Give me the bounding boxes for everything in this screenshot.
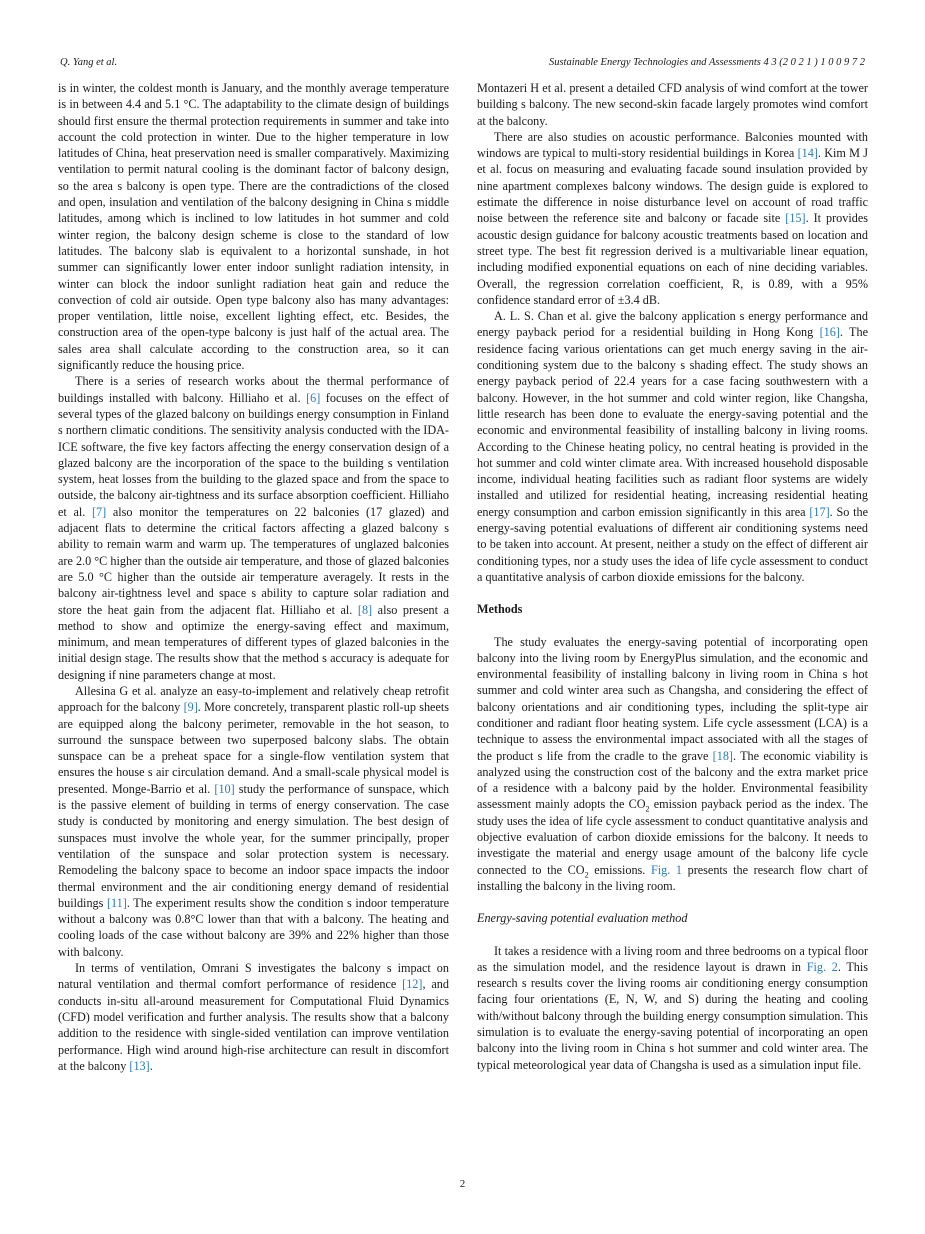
- left-column: [58, 80, 449, 1074]
- citation-link[interactable]: [12]: [402, 977, 423, 992]
- subscript: 2: [645, 804, 650, 814]
- right-column: [477, 80, 868, 1073]
- subscript: 2: [584, 870, 589, 880]
- page-number: 2: [459, 1178, 466, 1190]
- citation-link[interactable]: [9]: [183, 700, 198, 715]
- figure-link[interactable]: Fig. 1: [650, 862, 682, 877]
- citation-link[interactable]: [16]: [819, 325, 840, 340]
- citation-link[interactable]: [13]: [129, 1058, 150, 1073]
- paragraph: There is a series of research works about the thermal performance of buildings installed with balcony. Hilliaho et al. [6] focuses on the effect of several types of the glazed balcony on buildings energy consumption in Finland s northern climatic conditions. The sensitivity analysis conducted with the IDA-ICE software, the five key factors affecting the energy conservation design of a glazed balcony are the incorporation of the space to the building s ventilation system, heat losses from the building to the glazed space and from the space to outside, the balcony air-tightness and its surface absorption coefficient. Hilliaho et al. [7] also monitor the temperatures on 22 balconies (17 glazed) and adjacent flats to determine the critical factors affecting a glazed balcony s ability to remain warm and warm up. The temperatures of unglazed balconies are 2.0 °C higher than the outside air temperature, and those of glazed balconies are 5.0 °C higher than the outside air temperature averagely. It rests in the balcony air-tightness level and space s ability to capture solar radiation and store the heat gain from the adjacent flat. Hilliaho et al. [8] also present a method to show and optimize the energy-saving effect and maximum, minimum, and mean temperatures of different types of glazed balconies in the initial design stage. The results show that the method s accuracy is adequate for designing if nine parameters change at most.: [58, 374, 449, 682]
- paragraph: Allesina G et al. analyze an easy-to-implement and relatively cheap retrofit approach for the balcony [9]. More concretely, transparent plastic roll-up sheets are equipped along the balcony perimeter, removable in the hot season, to surround the sunspace between two superposed balcony slabs. The obtain sunspace can be a preheat space for a single-flow ventilation system that ensures the house s air circulation demand. And a small-scale physical model is presented. Monge-Barrio et al. [10] study the performance of sunspace, which is the passive element of building in terms of energy conservation. The case study is conducted by monitoring and energy simulation. The best design of sunspaces must involve the whole year, for the summer principally, proper ventilation of the sunspace and solar protection system is necessary. Remodeling the balcony space to become an indoor space impacts the indoor thermal environment and the air conditioning energy demand of residential buildings [11]. The experiment results show the condition s indoor temperature without a balcony was 0.8°C lower than that with a balcony. The heating and cooling loads of the case without balcony are 39% and 22% higher than those with balcony.: [58, 683, 450, 959]
- paragraph: Montazeri H et al. present a detailed CFD analysis of wind comfort at the tower building s balcony. The new second-skin facade largely promotes wind comfort at the balcony.: [477, 81, 868, 128]
- paragraph: In terms of ventilation, Omrani S investigates the balcony s impact on natural ventilation and thermal comfort performance of residence [12], and conducts in-situ all-around measurement for Computational Fluid Dynamics (CFD) model verification and further analysis. The results show that a balcony addition to the residence with single-sided ventilation can improve ventilation performance. High wind around high-rise architecture can result in discomfort at the balcony [13].: [58, 961, 449, 1073]
- citation-link[interactable]: [11]: [106, 895, 127, 910]
- citation-link[interactable]: [17]: [809, 504, 830, 519]
- paragraph: A. L. S. Chan et al. give the balcony application s energy performance and energy payback period for a residential building in Hong Kong [16]. The residence facing various orientations can get much energy saving in the air-conditioning system due to the balcony s shading effect. The study shows an energy payback period of 22.4 years for a case facing southwestern with a balcony. However, in the hot summer and cold winter region, like Changsha, little research has been done to evaluate the energy-saving potential and the economic and environmental feasibility of installing balcony in living rooms. According to the Chinese heating policy, no central heating is provided in the hot summer and cold winter climate area. With increased household disposable income, individual heating facilities such as radiant floor systems are widely installed and utilized for residential heating, increasing residential heating energy consumption and carbon emission significantly in this area [17]. So the energy-saving potential evaluations of different air conditioning systems need to be taken into account. At present, neither a study on the effect of different air conditioning types, nor a study uses the idea of life cycle assessment to conduct a quantitative analysis of carbon dioxide emissions for the balcony.: [477, 309, 869, 584]
- subsection-heading: Energy-saving potential evaluation method: [477, 911, 688, 926]
- running-header-authors: Q. Yang et al.: [60, 57, 118, 68]
- paragraph: The study evaluates the energy-saving potential of incorporating open balcony into the living room by EnergyPlus simulation, and the economic and environmental feasibility of installing balcony in living room in China s hot summer and cold winter area such as Changsha, and considering the effect of balcony orientations and air conditioning types, including the split-type air conditioner and radiant floor heating system. Life cycle assessment (LCA) is a technique to assess the environmental impact associated with all the stages of the product s life from the cradle to the grave [18]. The economic viability is analyzed using the construction cost of the balcony and the extra market price of a residence with a balcony paid by the holder. Environmental feasibility assessment mainly adopts the $CO_2$ emission payback period as the index. The study uses the idea of life cycle assessment to conduct quantitative analysis and objective evaluation of carbon dioxide emissions for the balcony. It needs to investigate the material and energy usage amount of the balcony life cycle connected to the $CO_2$ emissions. Fig. 1 presents the research flow chart of installing the balcony in the living room.: [477, 634, 868, 893]
- citation-link[interactable]: [18]: [712, 748, 733, 763]
- section-heading-methods: Methods: [477, 602, 523, 617]
- citation-link[interactable]: [10]: [214, 781, 235, 796]
- citation-link[interactable]: [15]: [785, 211, 806, 226]
- figure-link[interactable]: Fig. 2: [806, 959, 838, 974]
- paragraph: is in winter, the coldest month is January, and the monthly average temperature is in between 4.4 and 5.1 °C. The adaptability to the climate design of buildings should first ensure the thermal protection requirements in summer and take into account the cold protection in winter. Due to the higher temperature in low latitudes of China, heat preservation need is smaller comparatively. Maximizing ventilation to permit natural cooling is the dominant factor of balcony design, so the area s balcony is open type. There are the contradictions of the closed and open, insulation and ventilation of the balcony designing in China s middle latitudes, among which is inclined to low latitudes in hot summer and cold winter region, the balcony design scheme is close to the standard of low latitudes. The balcony slab is equivalent to a horizontal sunshade, in hot summer can significantly lower enter indoor sunlight radiation intensity, in winter can block the indoor sunlight radiation heat gain and reduce the convection of cold air outside. Open type balcony also has many advantages: proper ventilation, little noise, excellent lighting effect, etc. Besides, the construction area of the open-type balcony is just half of the actual area. The sales area shall calculate according to the construction area, so it can significantly reduce the housing price.: [58, 81, 449, 373]
- citation-link[interactable]: [6]: [306, 390, 321, 405]
- citation-link[interactable]: [8]: [357, 602, 373, 617]
- citation-link[interactable]: [7]: [91, 504, 107, 519]
- running-header-journal: Sustainable Energy Technologies and Assessments 4 3 (2 0 2 1 ) 1 0 0 9 7 2: [548, 57, 865, 68]
- citation-link[interactable]: [14]: [797, 146, 818, 161]
- paragraph: There are also studies on acoustic performance. Balconies mounted with windows are typical to multi-story residential buildings in Korea [14]. Kim M J et al. focus on measuring and evaluating facade sound insulation provided by nine apartment complexes balcony windows. The design guide is explored to estimate the difference in noise disturbance level on account of road traffic noise between the reference site and balcony or facade site [15]. It provides acoustic design guidance for balcony acoustic treatments based on location and street type. The best fit regression derived is a multivariable linear equation, including modified exponential equations on each of nine deciding variables. Overall, the regression correlation coefficient, R, is 0.89, with a 95% confidence standard error of ±3.4 dB.: [477, 129, 868, 307]
- paragraph: It takes a residence with a living room and three bedrooms on a typical floor as the simulation model, and the residence layout is drawn in Fig. 2. This research s results cover the living rooms air conditioning energy consumption facing four orientations (E, N, W, and S) during the heating and cooling with/without balcony through the building energy consumption simulation. This simulation is to evaluate the energy-saving potential of incorporating an open balcony into the living room in China s hot summer and cold winter area. The typical meteorological year data of Changsha is used as a simulation input file.: [477, 943, 869, 1072]
